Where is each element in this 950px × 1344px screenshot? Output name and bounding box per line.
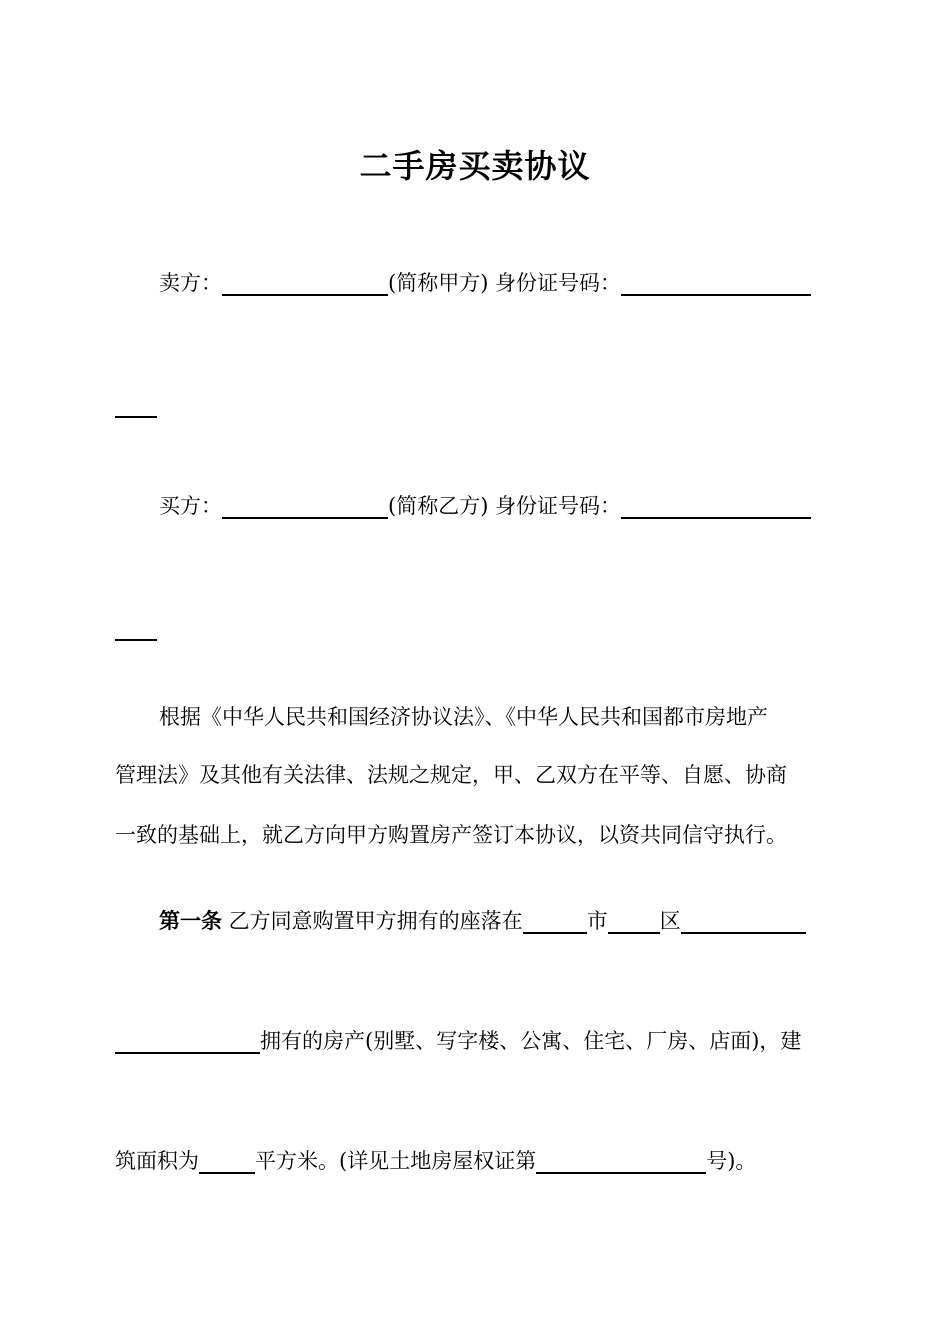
buyer-line-continuation bbox=[115, 613, 157, 643]
area-blank bbox=[199, 1148, 255, 1174]
preamble-line-1: 根据《中华人民共和国经济协议法》、《中华人民共和国都市房地产 bbox=[159, 705, 768, 729]
address-blank-continued bbox=[115, 1028, 260, 1054]
buyer-line bbox=[159, 491, 811, 521]
seller-alias: (简称甲方) 身份证号码： bbox=[388, 271, 622, 295]
seller-id-blank bbox=[621, 270, 811, 296]
buyer-label: 买方： bbox=[159, 494, 222, 518]
article1-district: 区 bbox=[659, 909, 681, 933]
article1-text-a: 乙方同意购置甲方拥有的座落在 bbox=[222, 909, 523, 933]
article1-text-b: 拥有的房产(别墅、写字楼、公寓、住宅、厂房、店面)，建 bbox=[260, 1029, 802, 1053]
district-blank bbox=[608, 908, 660, 934]
seller-name-blank bbox=[222, 270, 388, 296]
article1-line-2 bbox=[115, 1026, 801, 1056]
city-blank bbox=[523, 908, 587, 934]
article1-text-e: 号)。 bbox=[706, 1149, 757, 1173]
article1-heading: 第一条 bbox=[159, 908, 222, 933]
seller-line bbox=[159, 268, 811, 298]
document-title: 二手房买卖协议 bbox=[359, 147, 591, 185]
buyer-name-blank bbox=[222, 493, 388, 519]
article1-line-3 bbox=[115, 1146, 756, 1176]
certificate-blank bbox=[536, 1148, 706, 1174]
article1-city: 市 bbox=[586, 909, 608, 933]
buyer-alias: (简称乙方) 身份证号码： bbox=[388, 494, 622, 518]
address-blank bbox=[681, 908, 806, 934]
preamble-line-3: 一致的基础上，就乙方向甲方购置房产签订本协议，以资共同信守执行。 bbox=[115, 823, 787, 847]
article1-text-d: 平方米。(详见土地房屋权证第 bbox=[255, 1149, 537, 1173]
seller-id-blank-tail bbox=[115, 392, 157, 418]
article1-text-c: 筑面积为 bbox=[115, 1149, 199, 1173]
seller-label: 卖方： bbox=[159, 271, 222, 295]
preamble-line-2: 管理法》及其他有关法律、法规之规定，甲、乙双方在平等、自愿、协商 bbox=[115, 763, 787, 787]
article1-line-1 bbox=[159, 906, 806, 936]
buyer-id-blank bbox=[621, 493, 811, 519]
buyer-id-blank-tail bbox=[115, 615, 157, 641]
seller-line-continuation bbox=[115, 390, 157, 420]
